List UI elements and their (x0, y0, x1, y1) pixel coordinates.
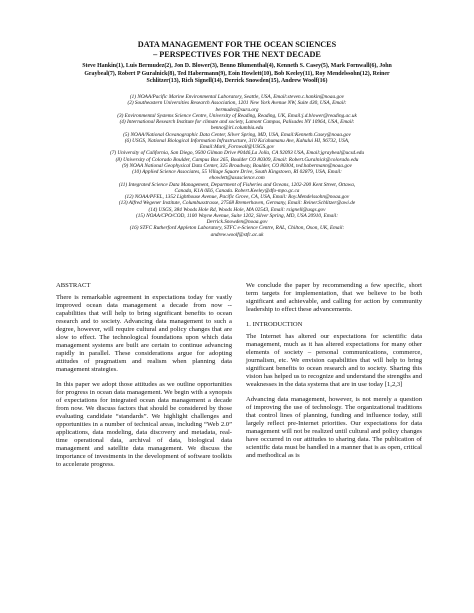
affiliation-line: (5) NOAA/National Oceanographic Data Center, Silver Spring, MD, USA, Email:Kenneth.Casey@noaa.gov (123, 131, 351, 138)
affiliation-line: (2) Southeastern Universities Research Association, 1201 New York Avenue NW, Suite 430, USA, Email: (127, 100, 347, 107)
author-line-3: Schlitzer(13), Rich Signell(14), Derrick Snowden(15), Andrew Woolf(16) (146, 78, 328, 85)
affiliation-line: bermudez@sura.org (215, 106, 259, 113)
affiliation-line: Email:Mark_Fornwall@USGS.gov (199, 144, 275, 150)
title-line-1: DATA MANAGEMENT FOR THE OCEAN SCIENCES (137, 40, 337, 49)
introduction-paragraph-1: The Internet has altered our expectations for scientific data management, much as it has altered expectations for many other elements of society – personal communications, commerce, journalism, etc. We envision capabilities that will help to bring significant benefits to ocean research and to society. Sharing this vision has helped us to recognize and understand the strengths and weaknesses in the data systems that are in use today [1,2,3] (246, 333, 422, 388)
affiliation-line: (14) USGS, 384 Woods Hole Rd, Woods Hole, MA 02543, Email: rsignell@usgs.gov (148, 206, 326, 213)
conclusion-paragraph: We conclude the paper by recommending a few specific, short term targets for implementation, that we believe to be both significant and achievable, and calling for action by community leadership to effect these advancements. (246, 282, 422, 313)
affiliation-line: ehowlett@asascience.com (209, 175, 265, 182)
author-line-1: Steve Hankin(1), Luis Bermudez(2), Jon D. Blower(3), Benno Blumenthal(4), Kenneth S. Casey(5), Mark Fornwall(6), John (82, 63, 392, 69)
affiliation-line: andrew.woolf@stfc.ac.uk (210, 231, 264, 238)
affiliation-line: (8) University of Colorado Boulder, Campus Box 265, Boulder CO 80309, Email: Robert.Guralnick@colorado.edu (115, 156, 359, 163)
affiliation-line: (9) NOAA National Geophysical Data Center, 325 Broadway, Boulder, CO 80304, ted.habermann@noaa.gov (122, 162, 352, 169)
author-line-2: Graybeal(7), Robert P Guralnick(8), Ted Habermann(9), Eoin Howlett(10), Bob Keeley(11), Roy Mendelssohn(12), Reiner (84, 70, 390, 77)
introduction-paragraph-2: Advancing data management, however, is not merely a question of improving the use of technology. The organizational traditions that control lines of planning, funding and influence today, still largely reflect pre-Internet priorities. Our expectations for data management will not be realized until cultural and policy changes have occurred in our attitudes to sharing data. The publication of scientific data must be handled in a manner that is as open, critical and methodical as is (246, 396, 422, 459)
affiliation-line: benno@iri.columbia.edu (210, 125, 264, 132)
affiliation-line: (1) NOAA/Pacific Marine Environmental Laboratory, Seattle, USA, Email:steven.c.hankin@noaa.gov (129, 94, 345, 100)
affiliation-line: (10) Applied Science Associates, 55 Village Square Drive, South Kingstown, RI 02879, USA, Email: (132, 169, 342, 175)
affiliation-line: (6) USGS, National Biological Information Infrastructure, 310 Ka'ahumanu Ave, Kahului HI, 96732, USA, (124, 137, 350, 144)
abstract-heading: ABSTRACT (56, 282, 91, 289)
affiliation-line: (13) Alfred Wegener Institute, Columbusstrasse, 27568 Bremerhaven, Germany, Email: Reiner.Schlitzer@awi.de (118, 200, 356, 207)
affiliation-line: (7) University of California, San Diego, 9500 Gilman Drive #0446,La Jolla, CA 92093 USA, Email:jgraybeal@ucsd.edu (109, 150, 365, 157)
affiliation-line: (3) Environmental Systems Science Centre, University of Reading, Reading, UK, Email:j.d.blower@reading.ac.uk (117, 112, 357, 119)
abstract-paragraph-2: In this paper we adopt those attitudes as we outline opportunities for progress in ocean data management. We begin with a synopsis of expectations for integrated ocean data management a decade from now. We discuss factors that should be considered by those evaluating candidate “standards”. We highlight challenges and opportunities in a number of technical areas, including “Web 2.0” applications, data modeling, data discovery and metadata, real-time operational data, archival of data, biological data management and satellite data management. We discuss the importance of investments in the development of software toolkits to accelerate progress. (56, 381, 232, 468)
abstract-paragraph-1: There is remarkable agreement in expectations today for vastly improved ocean data management a decade from now -- capabilities that will help to bring significant benefits to ocean research and to society. Advancing data management to such a degree, however, will require cultural and policy changes that are slow to effect. The technological foundations upon which data management systems are built are certain to continue advancing rapidly in parallel. These considerations argue for adopting attitudes of pragmatism and realism when planning data management strategies. (56, 294, 232, 373)
affiliation-list (46, 94, 428, 238)
affiliation-line: Canada, K1A 0E6, Canada. Robert.Keeley@dfo-mpo.gc.ca (174, 187, 300, 194)
introduction-heading: 1. INTRODUCTION (246, 321, 303, 328)
affiliation-line: (15) NOAA/CPO/COD, 1100 Wayne Avenue, Suite 1202, Silver Spring, MD, USA 20910, Email: (136, 212, 338, 219)
paper-title (40, 40, 434, 60)
affiliation-line: Derrick.Snowden@noaa.gov (206, 219, 268, 225)
author-list (52, 63, 422, 86)
title-line-2: – PERSPECTIVES FOR THE NEXT DECADE (153, 50, 321, 59)
right-column (246, 282, 422, 467)
affiliation-line: (11) Integrated Science Data Management, Department of Fisheries and Oceans, 1202-200 Kent Street, Ottawa, (118, 181, 356, 188)
affiliation-line: (4) International Research Institute for climate and society, Lamont Campus, Palisades NY 10964, USA, Email: (119, 119, 355, 125)
left-column (56, 282, 232, 476)
affiliation-line: (12) NOAA/PFEL, 1352 Lighthouse Avenue, Pacific Grove, CA, USA, Email: Roy.Mendelssohn@noaa.gov (124, 194, 350, 200)
affiliation-line: (16) STFC Rutherford Appleton Laboratory, STFC e-Science Centre, RAL, Chilton, Oxon, UK, Email: (129, 225, 345, 232)
